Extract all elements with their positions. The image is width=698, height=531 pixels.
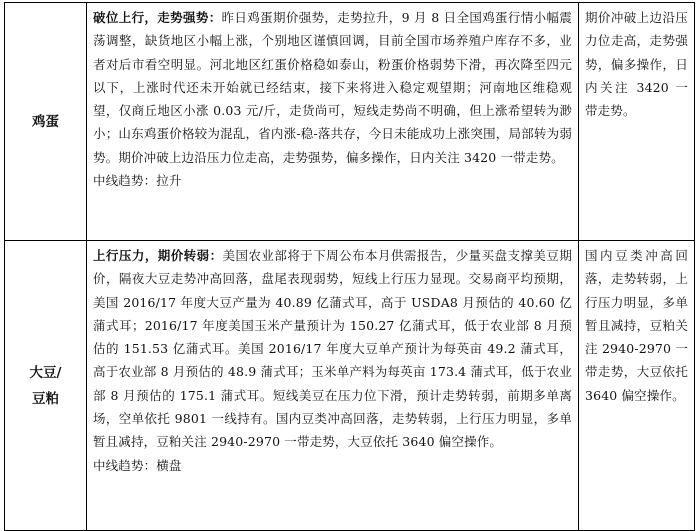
analysis-cell-egg [87,3,579,241]
commodity-label-egg: 鸡蛋 [5,3,87,241]
analysis-headline: 破位上行，走势强势： [93,10,222,25]
mid-term-trend: 中线趋势：拉升 [93,173,182,189]
analysis-body: 美国农业部将于下周公布本月供需报告，少量买盘支撑美豆期价，隔夜大豆走势冲高回落，盘尾表现弱势，短线上行压力显现。交易商平均预期，美国 2016/17 年度大豆产量为 40.89 亿蒲式耳，高于 USDA8 月预估的 40.60 亿蒲式耳；2016/17 年度美国玉米产量预计为 150.27 亿蒲式耳，低于农业部 8 月预估的 151.53 亿蒲式耳。美国 2016/17 年度大豆单产预计为每英亩 49.2 蒲式耳，高于农业部 8 月预估的 48.9 蒲式耳；玉米单产料为每英亩 173.4 蒲式耳，低于农业部 8 月预估的 175.1 蒲式耳。短线美豆在压力位下滑，预计走势转弱，前期多单离场，空单依托 9801 一线持有。国内豆类冲高回落，走势转弱，上行压力明显，多单暂且减持，豆粕关注 2940-2970 一带走势，大豆依托 3640 偏空操作。 [93,248,572,450]
table-row [5,3,695,241]
analysis-cell-soybean [87,241,579,531]
commodity-label-line1: 大豆/ [29,364,62,381]
commodity-table [4,2,695,531]
commodity-label-soybean [5,241,87,531]
commodity-label-line2: 豆粕 [32,390,59,407]
analysis-headline: 上行压力，期价转弱： [93,248,223,263]
summary-cell-egg: 期价冲破上边沿压力位走高，走势强势，偏多操作，日内关注 3420 一带走势。 [579,3,695,241]
analysis-body: 昨日鸡蛋期价强势，走势拉升，9 月 8 日全国鸡蛋行情小幅震荡调整，缺货地区小幅上涨，个别地区谨慎回调，目前全国市场养殖户库存不多，业者对后市看空明显。河北地区红蛋价格稳如泰山，粉蛋价格弱势下滑，再次降至四元以下，上涨时代还未开始就已经结束，接下来将进入稳定观望期；河南地区维稳观望，仅商丘地区小涨 0.03 元/斤，走货尚可，短线走势尚不明确，但上涨希望转为渺小；山东鸡蛋价格较为混乱，省内涨-稳-落共存，今日未能成功上涨突围，局部转为弱势。期价冲破上边沿压力位走高，走势强势，偏多操作，日内关注 3420 一带走势。 [93,10,572,165]
summary-cell-soybean: 国内豆类冲高回落，走势转弱，上行压力明显，多单暂且减持，豆粕关注 2940-2970 一带走势，大豆依托 3640 偏空操作。 [579,241,695,531]
table-row [5,241,695,531]
mid-term-trend: 中线趋势：横盘 [93,457,182,473]
